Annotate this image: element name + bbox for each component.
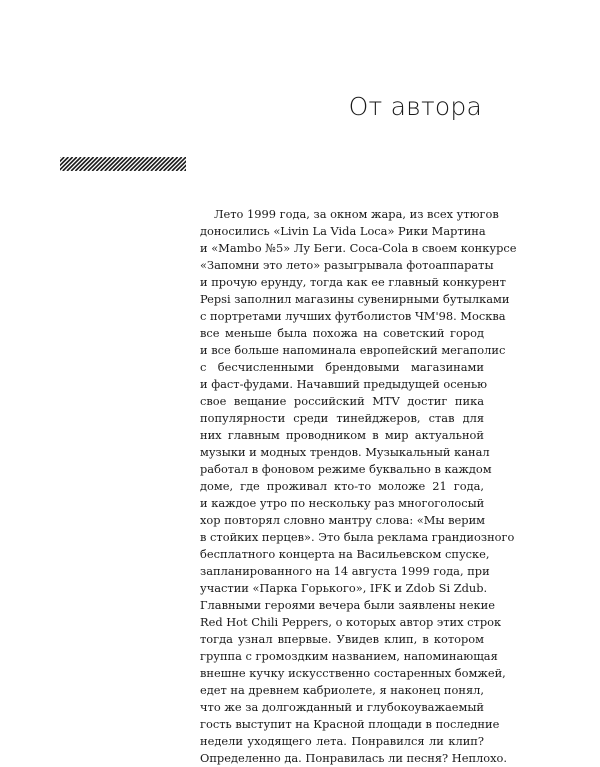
body-line: что же за долгожданный и глубокоуважаемый bbox=[200, 700, 484, 714]
body-line: группа с громоздким названием, напоминающая bbox=[200, 649, 498, 663]
body-line: недели уходящего лета. Понравился ли клип? bbox=[200, 734, 484, 748]
body-line: внешне кучку искусственно состаренных бомжей, bbox=[200, 666, 506, 680]
body-line: популярности среди тинейджеров, став для bbox=[200, 411, 484, 425]
body-line: работал в фоновом режиме буквально в каждом bbox=[200, 462, 492, 476]
body-text bbox=[200, 206, 517, 767]
body-line: Red Hot Chili Peppers, о которых автор этих строк bbox=[200, 615, 502, 629]
body-line: них главным проводником в мир актуальной bbox=[200, 428, 484, 442]
body-line: доме, где проживал кто-то моложе 21 года, bbox=[200, 479, 484, 493]
body-line: тогда узнал впервые. Увидев клип, в котором bbox=[200, 632, 484, 646]
hatch-ornament bbox=[60, 157, 186, 171]
body-line: и «Mambo №5» Лу Беги. Coca-Cola в своем конкурсе bbox=[200, 241, 517, 255]
body-line: в стойких перцев». Это была реклама грандиозного bbox=[200, 530, 515, 544]
body-line: запланированного на 14 августа 1999 года, при bbox=[200, 564, 490, 578]
body-line: с портретами лучших футболистов ЧМ'98. Москва bbox=[200, 309, 506, 323]
body-line: Главными героями вечера были заявлены некие bbox=[200, 598, 495, 612]
body-line: доносились «Livin La Vida Loca» Рики Мартина bbox=[200, 224, 486, 238]
body-line: Лето 1999 года, за окном жара, из всех утюгов bbox=[214, 207, 499, 221]
body-line: и каждое утро по нескольку раз многоголосый bbox=[200, 496, 485, 510]
body-line: участии «Парка Горького», IFK и Zdob Si Zdub. bbox=[200, 581, 488, 595]
body-line: едет на древнем кабриолете, я наконец понял, bbox=[200, 683, 484, 697]
body-line: Определенно да. Понравилась ли песня? Неплохо. bbox=[200, 751, 508, 765]
body-line: и фаст-фудами. Начавший предыдущей осенью bbox=[200, 377, 488, 391]
body-line: и прочую ерунду, тогда как ее главный конкурент bbox=[200, 275, 506, 289]
chapter-title: От автора bbox=[348, 92, 482, 121]
body-line: и все больше напоминала европейский мегаполис bbox=[200, 343, 506, 357]
body-line: Pepsi заполнил магазины сувенирными бутылками bbox=[200, 292, 510, 306]
body-line: «Запомни это лето» разыгрывала фотоаппараты bbox=[200, 258, 494, 272]
body-line: свое вещание российский MTV достиг пика bbox=[200, 394, 484, 408]
body-line: хор повторял словно мантру слова: «Мы верим bbox=[200, 513, 486, 527]
body-line: с бесчисленными брендовыми магазинами bbox=[200, 360, 484, 374]
body-line: все меньше была похожа на советский город bbox=[200, 326, 484, 340]
body-line: музыки и модных трендов. Музыкальный канал bbox=[200, 445, 490, 459]
body-line: бесплатного концерта на Васильевском спуске, bbox=[200, 547, 490, 561]
body-line: гость выступит на Красной площади в последние bbox=[200, 717, 500, 731]
